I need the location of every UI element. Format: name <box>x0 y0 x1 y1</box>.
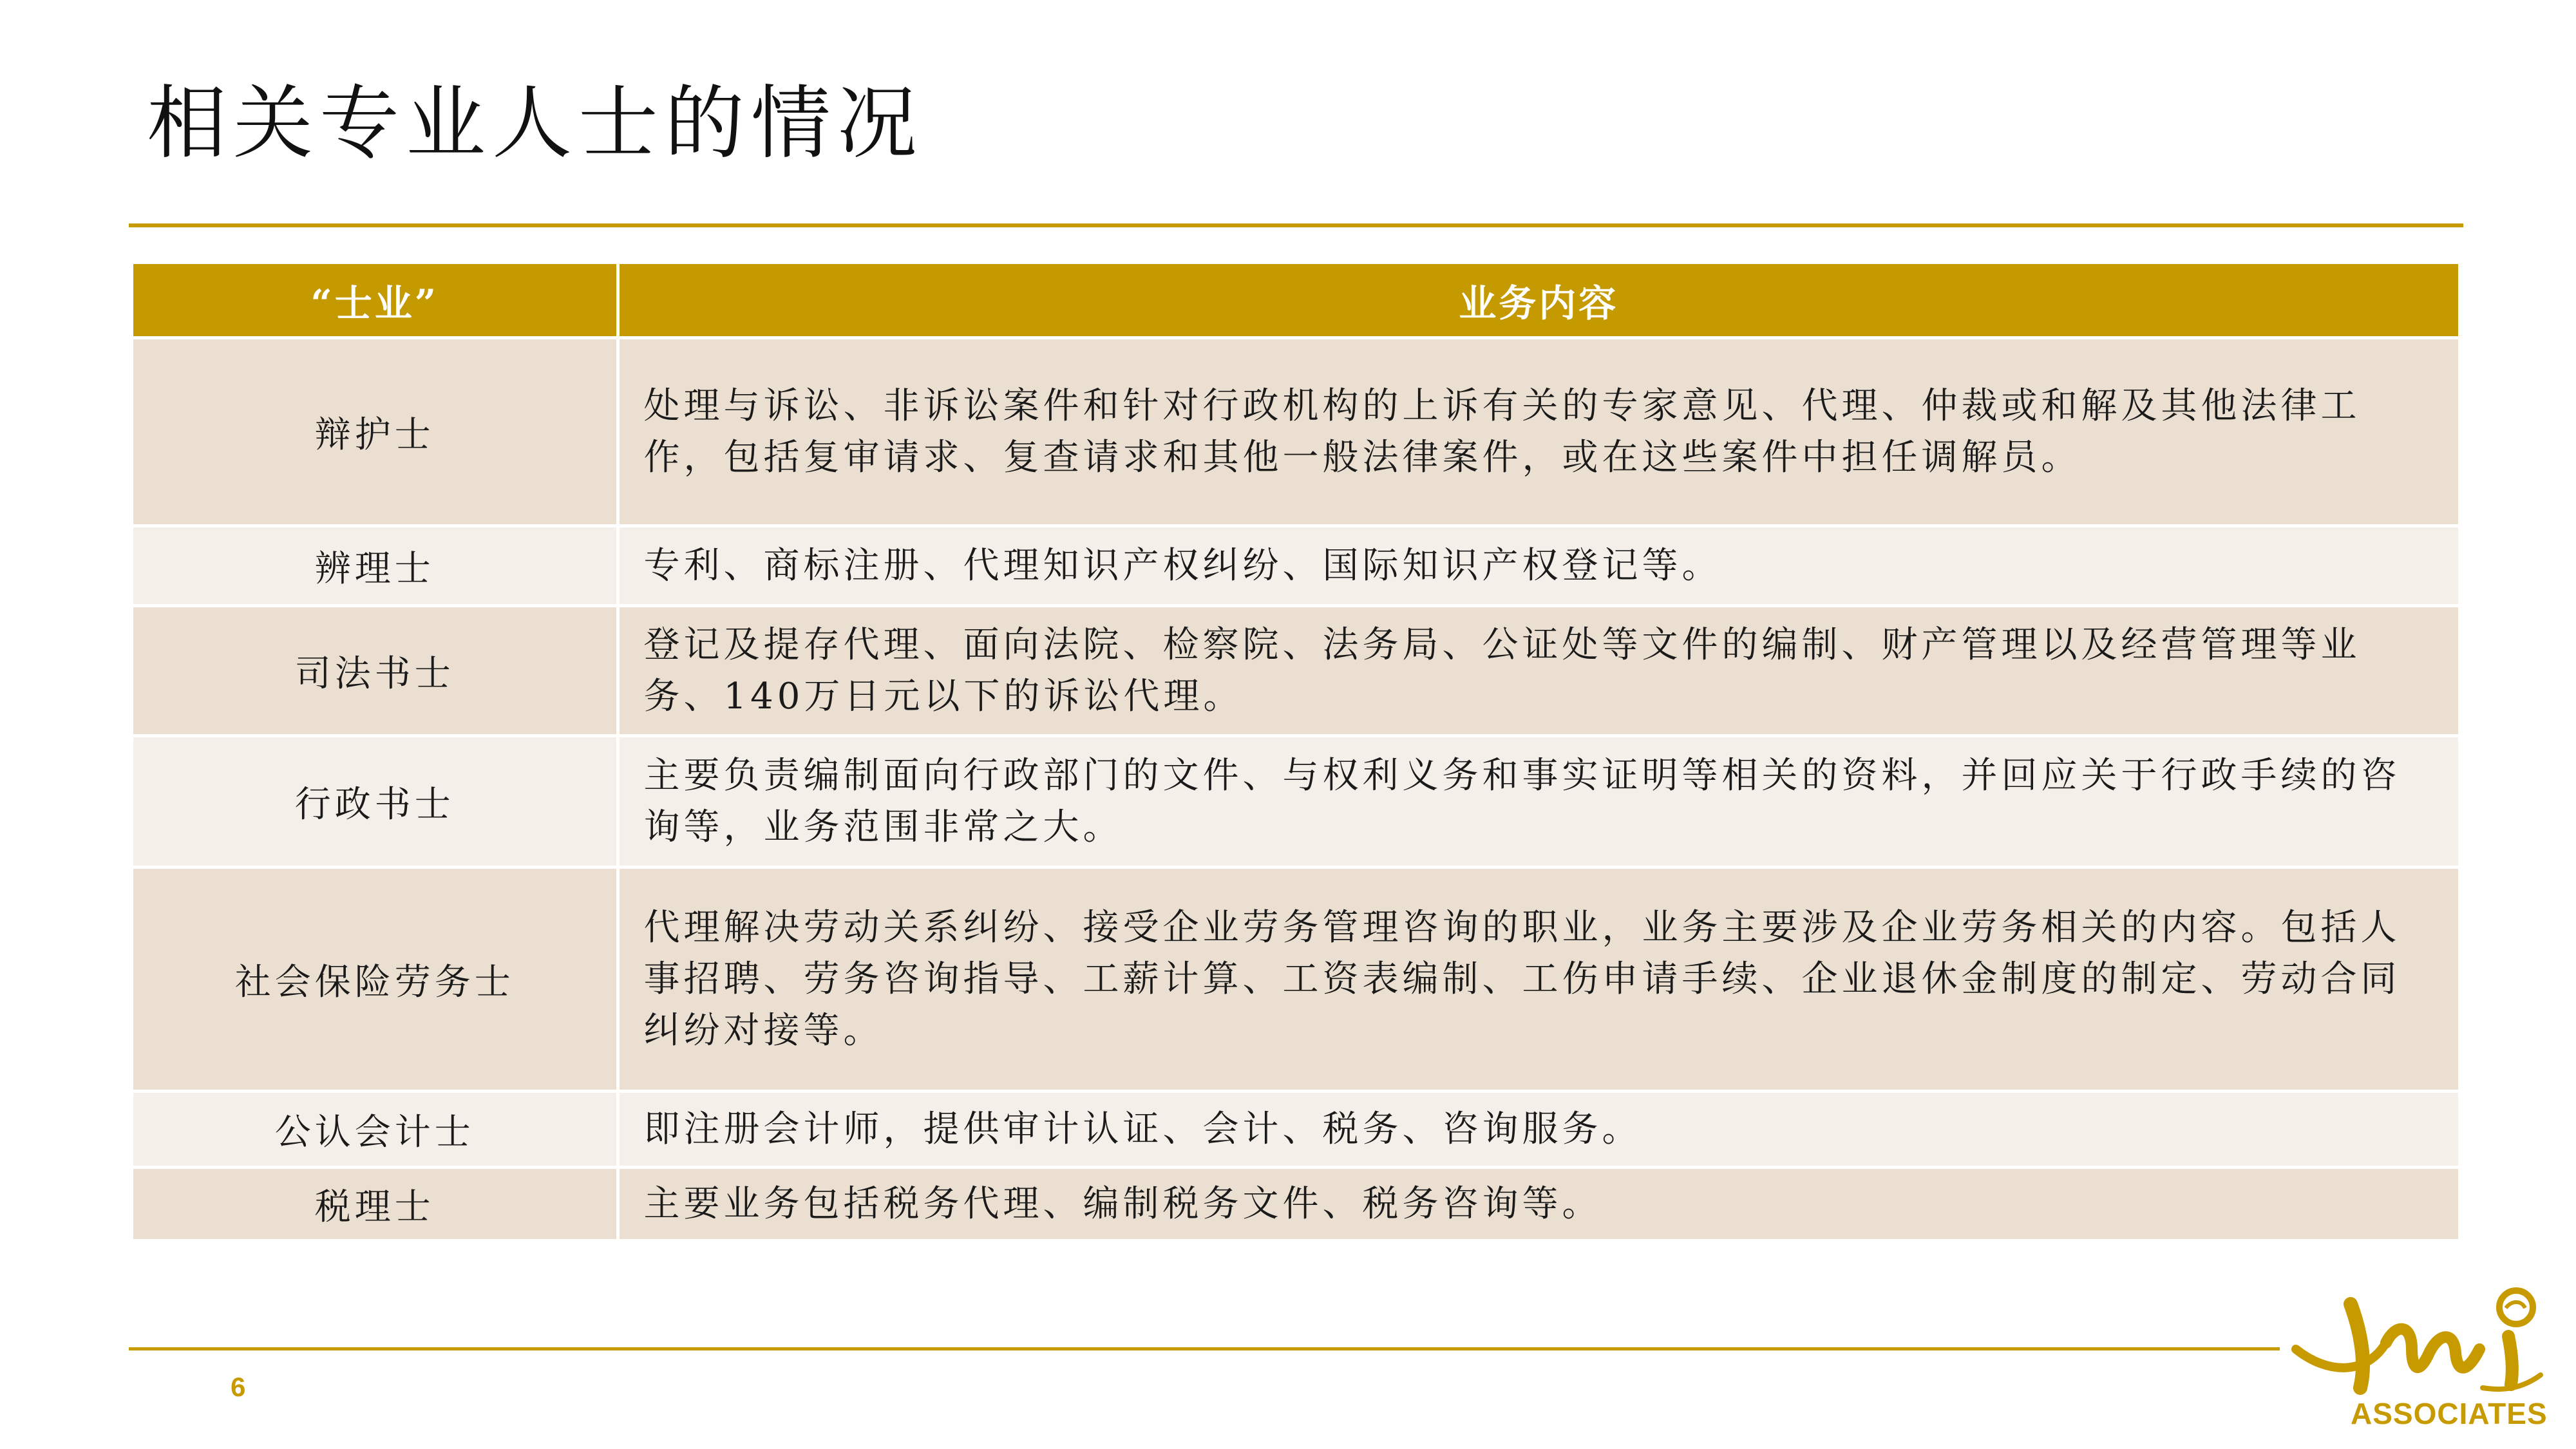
row-content: 主要业务包括税务代理、编制税务文件、税务咨询等。 <box>618 1168 2458 1241</box>
table-row <box>133 867 2458 1092</box>
row-content: 即注册会计师，提供审计认证、会计、税务、咨询服务。 <box>618 1092 2458 1168</box>
table-row <box>133 736 2458 867</box>
row-term: 辩护士 <box>133 338 618 526</box>
table-row <box>133 1092 2458 1168</box>
row-term: 行政书士 <box>133 736 618 867</box>
row-content: 代理解决劳动关系纠纷、接受企业劳务管理咨询的职业，业务主要涉及企业劳务相关的内容。包括人事招聘、劳务咨询指导、工薪计算、工资表编制、工伤申请手续、企业退休金制度的制定、劳动合同纠纷对接等。 <box>618 867 2458 1092</box>
row-term: 公认会计士 <box>133 1092 618 1168</box>
professions-table <box>133 264 2458 1242</box>
header-profession: “士业” <box>133 264 618 338</box>
page-title: 相关专业人士的情况 <box>147 77 924 170</box>
row-content: 专利、商标注册、代理知识产权纠纷、国际知识产权登记等。 <box>618 526 2458 606</box>
row-term: 辨理士 <box>133 526 618 606</box>
row-content: 处理与诉讼、非诉讼案件和针对行政机构的上诉有关的专家意见、代理、仲裁或和解及其他法律工作，包括复审请求、复查请求和其他一般法律案件，或在这些案件中担任调解员。 <box>618 338 2458 526</box>
row-content: 主要负责编制面向行政部门的文件、与权利义务和事实证明等相关的资料，并回应关于行政手续的咨询等，业务范围非常之大。 <box>618 736 2458 867</box>
footer-divider <box>129 1347 2280 1350</box>
title-divider <box>129 223 2463 227</box>
table-header-row <box>133 264 2458 338</box>
page-number: 6 <box>231 1372 246 1402</box>
table-row <box>133 606 2458 736</box>
row-content: 登记及提存代理、面向法院、检察院、法务局、公证处等文件的编制、财产管理以及经营管理等业务、140万日元以下的诉讼代理。 <box>618 606 2458 736</box>
header-business-content: 业务内容 <box>618 264 2458 338</box>
table-row <box>133 338 2458 526</box>
table-row <box>133 526 2458 606</box>
row-term: 司法书士 <box>133 606 618 736</box>
table-row <box>133 1168 2458 1241</box>
logo-text: ASSOCIATES <box>2351 1397 2548 1430</box>
row-term: 社会保险劳务士 <box>133 867 618 1092</box>
row-term: 税理士 <box>133 1168 618 1241</box>
